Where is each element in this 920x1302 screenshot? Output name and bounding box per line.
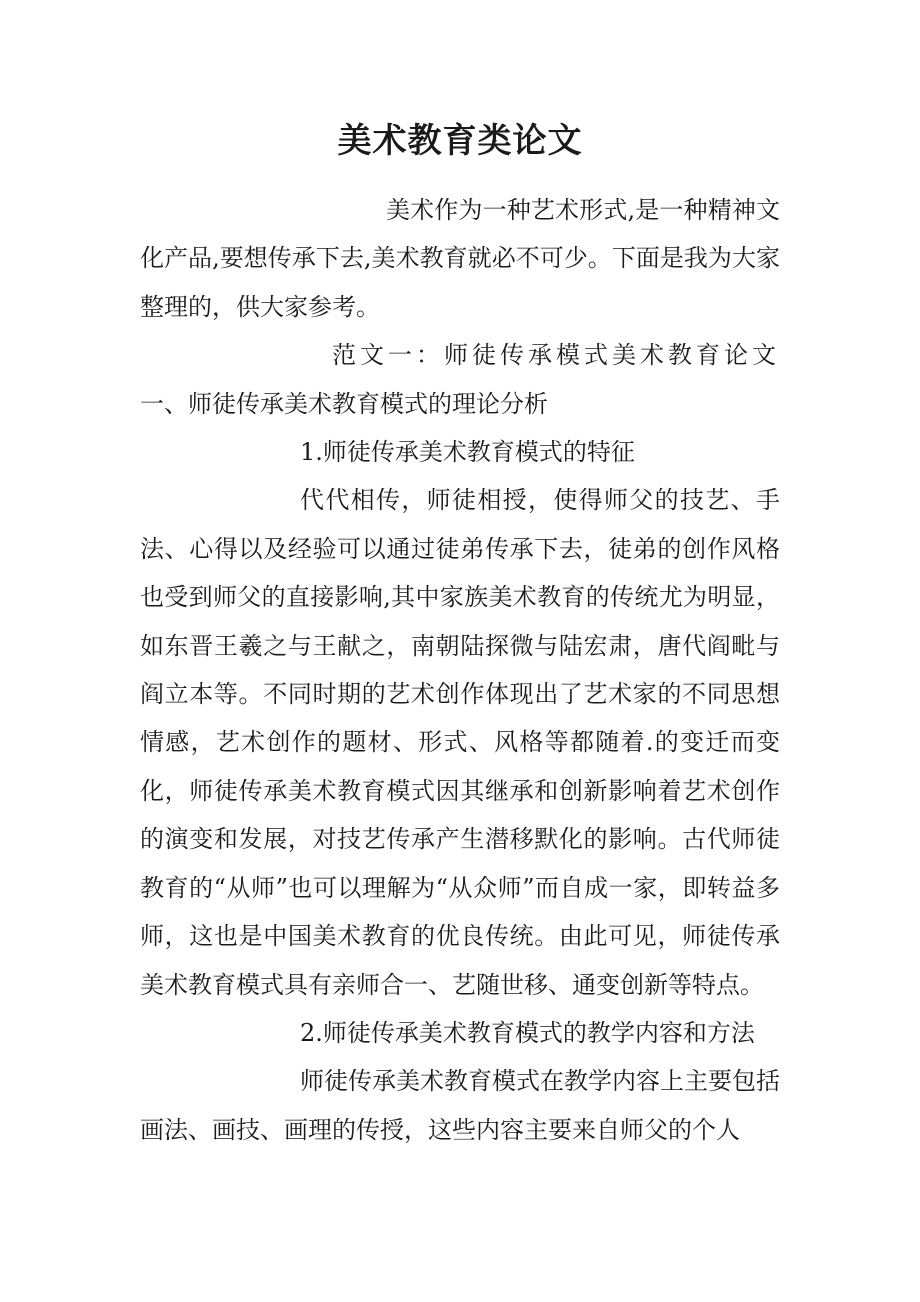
document-title: 美术教育类论文 [337, 121, 583, 161]
sample-heading: 范文一：师徒传承模式美术教育论文 [332, 341, 780, 370]
subsection-1-paragraph: 代代相传，师徒相授，使得师父的技艺、手法、心得以及经验可以通过徒弟传承下去，徒弟的创作风格也受到师父的直接影响,其中家族美术教育的传统尤为明显，如东晋王羲之与王献之，南朝陆探微与陆宏肃，唐代阎毗与阎立本等。不同时期的艺术创作体现出了艺术家的不同思想情感，艺术创作的题材、形式、风格等都随着.的变迁而变化，师徒传承美术教育模式因其继承和创新影响着艺术创作的演变和发展，对技艺传承产生潜移默化的影响。古代师徒教育的“从师”也可以理解为“从众师”而自成一家，即转益多师，这也是中国美术教育的优良传统。由此可见，师徒传承美术教育模式具有亲师合一、艺随世移、通变创新等特点。 [140, 486, 780, 999]
subsection-2-paragraph: 师徒传承美术教育模式在教学内容上主要包括画法、画技、画理的传授，这些内容主要来自师父的个人 [140, 1067, 780, 1144]
document-body [140, 186, 780, 1154]
subsection-heading-2: 2.师徒传承美术教育模式的教学内容和方法 [300, 1018, 755, 1047]
intro-paragraph: 美术作为一种艺术形式,是一种精神文化产品,要想传承下去,美术教育就必不可少。下面是我为大家整理的，供大家参考。 [140, 196, 780, 321]
subsection-heading-1: 1.师徒传承美术教育模式的特征 [300, 438, 635, 467]
section-heading: 一、师徒传承美术教育模式的理论分析 [140, 389, 548, 418]
